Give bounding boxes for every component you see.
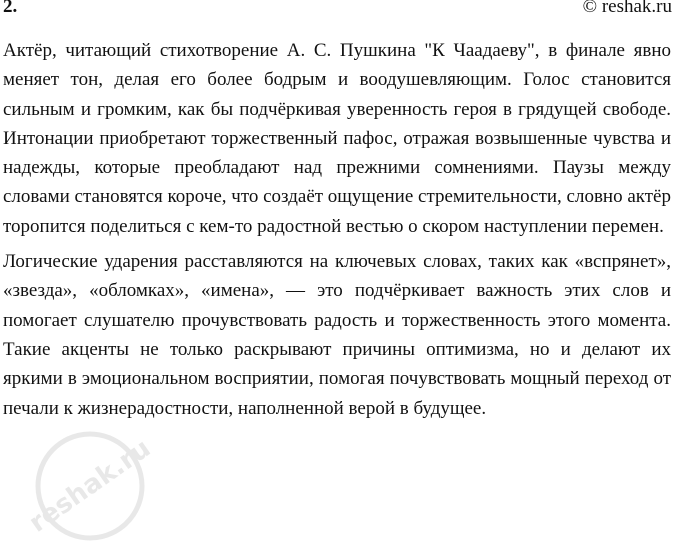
watermark-text: reshak.ru bbox=[23, 433, 157, 539]
page-header bbox=[0, 0, 675, 24]
paragraph-1: Актёр, читающий стихотворение А. С. Пушкина "К Чаадаеву", в финале явно меняет тон, делая его более бодрым и воодушевляющим. Голос становится сильным и громким, как бы подчёркивая уверенность героя в грядущей свободе. Интонации приобретают торжественный пафос, отражая возвышенные чувства и надежды, которые преобладают над прежними сомнениями. Паузы между словами становятся короче, что создаёт ощущение стремительности, словно актёр торопится поделиться с кем-то радостной вестью о скором наступлении перемен. bbox=[3, 40, 671, 237]
watermark-logo bbox=[20, 426, 160, 546]
task-number: 2. bbox=[3, 0, 18, 17]
site-copyright: © reshak.ru bbox=[582, 0, 672, 17]
paragraph-2: Логические ударения расставляются на ключевых словах, таких как «вспрянет», «звезда», «обломках», «имена», — это подчёркивает важность этих слов и помогает слушателю прочувствовать радость и торжественность этого момента. Такие акценты не только раскрывают причины оптимизма, но и делают их яркими в эмоциональном восприятии, помогая почувствовать мощный переход от печали к жизнерадостности, наполненной верой в будущее. bbox=[3, 251, 671, 419]
answer-text bbox=[3, 36, 671, 423]
